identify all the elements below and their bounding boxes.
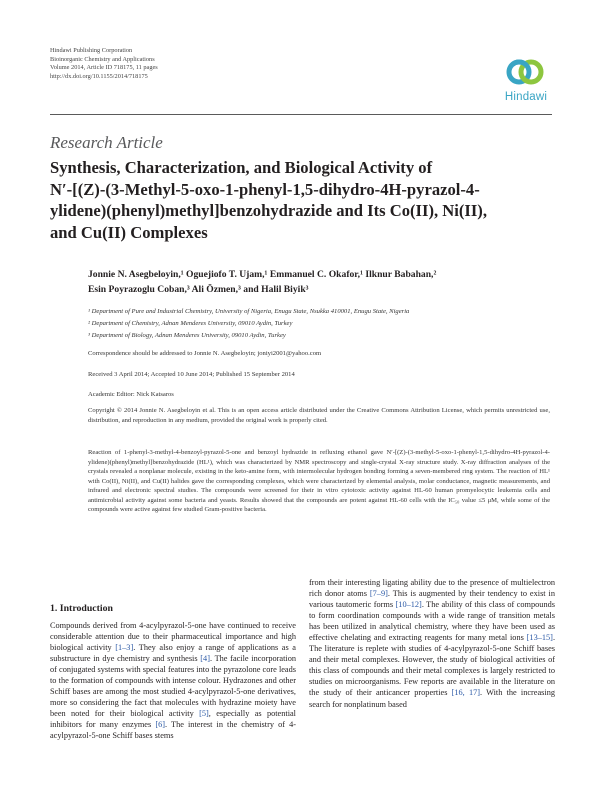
volume-info: Volume 2014, Article ID 718175, 11 pages [50,64,158,72]
title-line: N′-[(Z)-(3-Methyl-5-oxo-1-phenyl-1,5-dihydro-4H-pyrazol-4- [50,179,480,199]
hindawi-wordmark: Hindawi [504,91,548,103]
author-line: Jonnie N. Asegbeloyin,¹ Oguejiofo T. Ujam,¹ Emmanuel C. Okafor,¹ Ilknur Babahan,² [88,269,437,280]
body-text: . The facile incorporation of conjugated systems with special features into the pyrazolone core leads to the formation of compounds with intense colour. Hydrazones and other Schiff bases are among the most studied 4-acylpyrazol-5-one derivatives, more so considering the fact that molecules with hydrazine moiety have been noted for their biological activity [50,654,296,719]
body-text: . With the increasing search for nonplatinum based [309,688,555,709]
citation-link[interactable]: [4] [200,654,210,664]
body-text: . This is augmented by their tendency to exist in various tautomeric forms [309,589,556,610]
correspondence: Correspondence should be addressed to Jonnie N. Asegbeloyin; joniyi2001@yahoo.com [88,350,322,357]
affiliation: ² Department of Chemistry, Adnan Menderes University, 09010 Aydin, Turkey [88,320,293,327]
citation-link[interactable]: [1–3] [115,643,134,653]
title-line: Synthesis, Characterization, and Biological Activity of [50,158,433,177]
article-type: Research Article [50,133,163,152]
body-text: . They also enjoy a range of applications as a substructure in dye chemistry and synthesis [50,643,296,664]
citation-link[interactable]: [10–12] [395,600,422,610]
body-column-right [309,577,555,710]
publication-dates: Received 3 April 2014; Accepted 10 June 2014; Published 15 September 2014 [88,371,295,378]
publisher-name: Hindawi Publishing Corporation [50,47,133,54]
body-text: from their interesting ligating ability due to the presence of multielectron rich donor atoms [309,578,555,599]
body-text: . The ability of this class of compounds to form coordination compounds with a wide range of transition metals has been utilized in analytical chemistry, where they have been used as effective chelating and extracting reagents for many metal ions [309,600,555,643]
doi-link[interactable]: http://dx.doi.org/10.1155/2014/718175 [50,72,148,80]
journal-header [50,47,158,81]
header-divider [50,114,552,115]
author-line: Esin Poyrazoglu Coban,³ Ali Özmen,³ and Halil Biyik³ [88,283,309,295]
title-line: ylidene)(phenyl)methyl]benzohydrazide and Its Co(II), Ni(II), [50,201,487,220]
body-text: . The literature is replete with studies of 4-acylpyrazol-5-one Schiff bases and their metal complexes. However, the study of biological activities of this class of compounds and their metal complexes is largely restricted to studies on microorganisms. Few reports are available in the literature on the study of their anticancer properties [309,633,556,698]
affiliation: ¹ Department of Pure and Industrial Chemistry, University of Nigeria, Enugu State, Nsukka 410001, Enugu State, Nigeria [88,308,410,315]
affiliation: ³ Department of Biology, Adnan Menderes University, 09010 Aydin, Turkey [88,332,286,339]
article-title [50,157,555,243]
section-heading: 1. Introduction [50,603,113,614]
abstract: Reaction of 1-phenyl-3-methyl-4-benzoyl-pyrazol-5-one and benzoyl hydrazide in refluxing ethanol gave N′-[(Z)-(3-methyl-5-oxo-1-phenyl-1,5-dihydro-4H-pyrazol-4-ylidene)(phenyl)methyl]benzohydrazide (HL¹), which was characterized by NMR spectroscopy and single-crystal X-ray structure study. X-ray diffraction analyses of the crystals revealed a nonplanar molecule, existing in the keto-amine form, with intermolecular hydrogen bonding forming a seven-membered ring system. The reaction of HL¹ with Co(II), Ni(II), and Cu(II) halides gave the corresponding complexes, which were characterized by elemental analysis, molar conductance, magnetic measurements, and infrared and electronic spectral studies. The compounds were screened for their in vitro cytotoxic activity against HL-60 human promyelocytic leukemia cells and antimicrobial activity against some bacteria and yeasts. Results showed that the compounds are potent against HL-60 cells with the IC₅₀ value ≤5 μM, while some of the compounds were active against few studied Gram-positive bacteria. [88,449,550,513]
citation-link[interactable]: [7–9] [369,589,388,599]
citation-link[interactable]: [5] [199,709,209,719]
body-column-left [50,620,296,742]
body-text: , especially as potential inhibitors for many enzymes [50,709,296,730]
citation-link[interactable]: [16, 17] [451,688,481,698]
body-text: Compounds derived from 4-acylpyrazol-5-one have continued to receive considerable attention due to their pharmaceutical importance and high biological activity [50,621,296,653]
academic-editor: Academic Editor: Nick Katsaros [88,391,174,398]
journal-name: Bioinorganic Chemistry and Applications [50,55,155,63]
body-text: . The interest in the chemistry of 4-acylpyrazol-5-one Schiff bases stems [50,720,296,741]
title-line: and Cu(II) Complexes [50,222,208,242]
copyright-notice: Copyright © 2014 Jonnie N. Asegbeloyin et al. This is an open access article distributed under the Creative Commons Attribution License, which permits unrestricted use, distribution, and reproduction in any medium, provided the original work is properly cited. [88,407,550,424]
citation-link[interactable]: [6] [155,720,165,730]
citation-link[interactable]: [13–15] [526,633,553,643]
author-list [88,268,558,297]
